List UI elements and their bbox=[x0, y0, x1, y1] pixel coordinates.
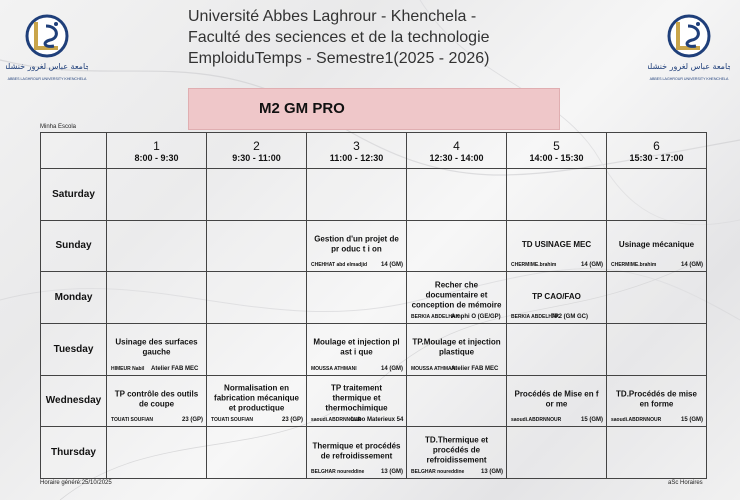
room-label: 14 (GM) bbox=[580, 262, 603, 269]
day-label: Tuesday bbox=[41, 323, 107, 375]
timetable bbox=[40, 132, 707, 479]
room-label: 13 (GM) bbox=[480, 469, 503, 475]
teacher-name: TOUATI SOUFIAN bbox=[211, 417, 254, 424]
logo-right-subtitle: ABBES LAGHROUR UNIVERSITY KHENCHELA bbox=[649, 77, 729, 81]
empty-cell bbox=[207, 323, 307, 375]
slot-time: 12:30 - 14:00 bbox=[429, 152, 484, 163]
slot-header-4 bbox=[407, 133, 507, 169]
timetable-title: EmploiduTemps - Semestre1(2025 - 2026) bbox=[188, 50, 490, 67]
empty-cell bbox=[107, 427, 207, 479]
teacher-name: MOUSSA ATHMANI bbox=[311, 365, 357, 372]
teacher-name: BELGHAR noureddine bbox=[311, 469, 365, 475]
room-label: 13 (GM) bbox=[380, 469, 403, 475]
document-header bbox=[160, 6, 540, 69]
course-title: TD.Procédés de mise en forme bbox=[616, 389, 697, 409]
empty-cell bbox=[207, 427, 307, 479]
room-label: 14 (GM) bbox=[380, 365, 403, 372]
course-title: Usinage mécanique bbox=[618, 240, 695, 250]
empty-cell bbox=[407, 169, 507, 221]
course-title: TP traitement thermique et thermochimique bbox=[325, 383, 388, 413]
empty-cell bbox=[207, 272, 307, 324]
course-cell[interactable] bbox=[307, 427, 407, 479]
course-cell[interactable] bbox=[607, 375, 707, 427]
university-logo-left bbox=[6, 8, 88, 90]
empty-cell bbox=[607, 169, 707, 221]
course-title: Recher che documentaire et conception de mémoire bbox=[411, 280, 502, 310]
course-title: Thermique et procédés de refroidissement bbox=[312, 441, 401, 461]
room-label: 15 (GM) bbox=[580, 417, 603, 424]
course-title: Normalisation en fabrication mécanique et productique bbox=[214, 383, 299, 413]
empty-cell bbox=[107, 169, 207, 221]
teacher-name: BERKIA ABDELHAK bbox=[411, 313, 460, 320]
empty-cell bbox=[607, 427, 707, 479]
class-name: M2 GM PRO bbox=[259, 100, 345, 117]
room-label: 23 (GP) bbox=[281, 417, 303, 424]
class-banner bbox=[188, 88, 560, 130]
empty-cell bbox=[207, 169, 307, 221]
slot-time: 9:30 - 11:00 bbox=[232, 152, 281, 163]
empty-cell bbox=[507, 427, 607, 479]
day-row-monday bbox=[41, 272, 707, 324]
course-cell[interactable] bbox=[107, 323, 207, 375]
course-title: Moulage et injection pl ast i que bbox=[313, 337, 400, 357]
slot-number: 6 bbox=[653, 138, 660, 153]
empty-cell bbox=[607, 323, 707, 375]
room-label: Atelier FAB MEC bbox=[451, 365, 499, 372]
slot-header-1 bbox=[107, 133, 207, 169]
course-title: TP contrôle des outils de coupe bbox=[114, 389, 199, 409]
course-cell[interactable] bbox=[407, 272, 507, 324]
teacher-name: CHERMIME.brahim bbox=[611, 262, 657, 269]
corner-cell bbox=[41, 133, 107, 169]
course-title: TP.Moulage et injection plastique bbox=[412, 337, 501, 357]
slot-header-3 bbox=[307, 133, 407, 169]
slot-header-2 bbox=[207, 133, 307, 169]
room-label: Atelier FAB MEC bbox=[151, 365, 199, 372]
room-label: 14 (GM) bbox=[380, 262, 403, 269]
course-cell[interactable] bbox=[507, 375, 607, 427]
course-title: TP CAO/FAO bbox=[532, 291, 581, 301]
course-cell[interactable] bbox=[207, 375, 307, 427]
course-cell[interactable] bbox=[307, 375, 407, 427]
slot-time: 11:00 - 12:30 bbox=[329, 152, 384, 163]
day-label: Thursday bbox=[41, 427, 107, 479]
teacher-name: TOUATI SOUFIAN bbox=[111, 417, 154, 424]
empty-cell bbox=[207, 220, 307, 272]
room-label: 15 (GM) bbox=[680, 417, 703, 424]
course-cell[interactable] bbox=[407, 427, 507, 479]
empty-cell bbox=[507, 323, 607, 375]
university-name: Université Abbes Laghrour - Khenchela - bbox=[188, 8, 477, 25]
course-cell[interactable] bbox=[407, 323, 507, 375]
day-row-saturday bbox=[41, 169, 707, 221]
teacher-name: HIMEUR Nabil bbox=[111, 365, 145, 372]
teacher-name: CHERMIME.brahim bbox=[511, 262, 557, 269]
course-title: Usinage des surfaces gauche bbox=[115, 337, 198, 357]
day-label: Wednesday bbox=[41, 375, 107, 427]
teacher-name: MOUSSA ATHMANI bbox=[411, 365, 457, 372]
course-title: Gestion d'un projet de pr oduc t i on bbox=[314, 234, 399, 254]
course-title: TD USINAGE MEC bbox=[521, 240, 592, 250]
faculty-name: Faculté des seciences et de la technologie bbox=[188, 29, 490, 46]
generated-date: Horaire généré:25/10/2025 bbox=[40, 480, 112, 486]
logo-left-subtitle: ABBES LAGHROUR UNIVERSITY KHENCHELA bbox=[7, 77, 87, 81]
day-label: Sunday bbox=[41, 220, 107, 272]
empty-cell bbox=[107, 220, 207, 272]
teacher-name: saoudi.ABDRNNOUR bbox=[611, 417, 662, 424]
course-cell[interactable] bbox=[107, 375, 207, 427]
room-label: 14 (GM) bbox=[680, 262, 703, 269]
day-label: Monday bbox=[41, 272, 107, 324]
empty-cell bbox=[307, 169, 407, 221]
day-row-tuesday bbox=[41, 323, 707, 375]
teacher-name: saoudi.ABDRNNOUR bbox=[311, 417, 362, 424]
teacher-name: BERKIA ABDELHAK bbox=[511, 313, 560, 320]
university-logo-right bbox=[648, 8, 730, 90]
teacher-name: BELGHAR noureddine bbox=[411, 469, 465, 475]
course-cell[interactable] bbox=[607, 220, 707, 272]
slot-time: 8:00 - 9:30 bbox=[134, 152, 179, 163]
course-title: TD.Thermique et procédés de refroidissement bbox=[424, 435, 489, 465]
slot-header-6 bbox=[607, 133, 707, 169]
slot-number: 1 bbox=[153, 138, 160, 153]
room-label: Labo Materieux 54 bbox=[351, 417, 404, 424]
empty-cell bbox=[607, 272, 707, 324]
slot-header-5 bbox=[507, 133, 607, 169]
software-credit: aSc Horaires bbox=[668, 480, 703, 486]
room-label: TP2 (GM GC) bbox=[551, 313, 588, 320]
day-row-thursday bbox=[41, 427, 707, 479]
slot-time: 14:00 - 15:30 bbox=[529, 152, 584, 163]
empty-cell bbox=[507, 169, 607, 221]
course-cell[interactable] bbox=[307, 323, 407, 375]
teacher-name: CHEHHAT abd elmadjid bbox=[311, 262, 368, 269]
course-cell[interactable] bbox=[507, 272, 607, 324]
school-label: Minha Escola bbox=[40, 124, 77, 130]
logo-right-arabic: جامعة عباس لغرور خنشلة bbox=[648, 62, 730, 71]
slot-number: 5 bbox=[553, 138, 560, 153]
course-cell[interactable] bbox=[307, 220, 407, 272]
slot-number: 4 bbox=[453, 138, 460, 153]
empty-cell bbox=[407, 375, 507, 427]
empty-cell bbox=[107, 272, 207, 324]
day-row-wednesday bbox=[41, 375, 707, 427]
logo-left-arabic: جامعة عباس لغرور خنشلة bbox=[6, 62, 88, 71]
slot-header-row bbox=[41, 133, 707, 169]
slot-number: 3 bbox=[353, 138, 360, 153]
teacher-name: saoudi.ABDRNNOUR bbox=[511, 417, 562, 424]
empty-cell bbox=[407, 220, 507, 272]
day-label: Saturday bbox=[41, 169, 107, 221]
room-label: 23 (GP) bbox=[181, 417, 203, 424]
course-cell[interactable] bbox=[507, 220, 607, 272]
slot-time: 15:30 - 17:00 bbox=[629, 152, 684, 163]
day-row-sunday bbox=[41, 220, 707, 272]
room-label: Amphi O (GE/GP) bbox=[451, 313, 501, 320]
course-title: Procédés de Mise en f or me bbox=[514, 389, 599, 409]
slot-number: 2 bbox=[253, 138, 260, 153]
empty-cell bbox=[307, 272, 407, 324]
